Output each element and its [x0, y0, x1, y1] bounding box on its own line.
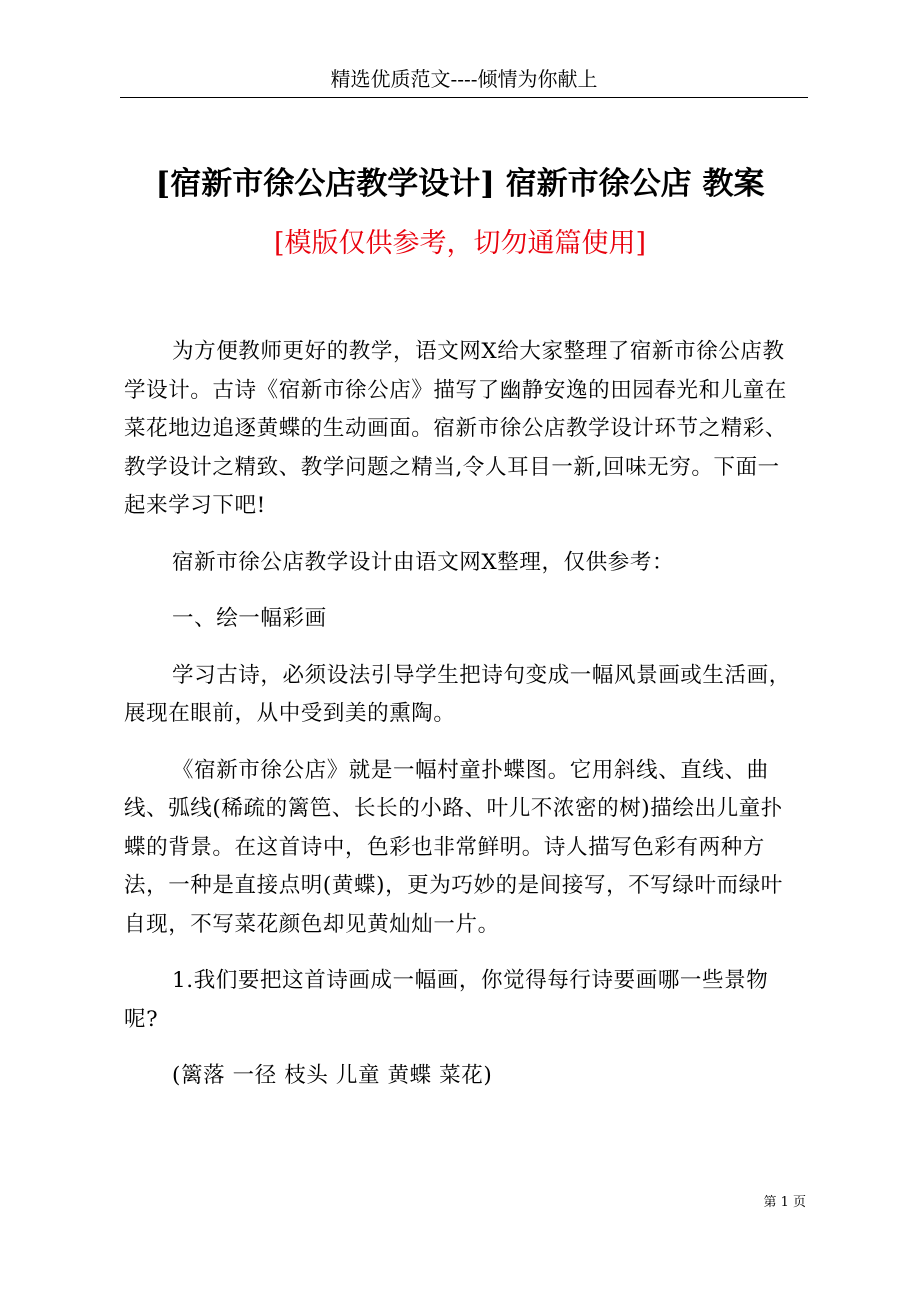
section-heading: 一、绘一幅彩画 — [172, 606, 327, 631]
paragraph-answer: (篱落 一径 枝头 儿童 黄蝶 菜花) — [172, 1063, 493, 1088]
running-header: 精选优质范文----倾情为你献上 — [330, 67, 598, 91]
paragraph-method: 学习古诗，必须设法引导学生把诗句变成一幅风景画或生活画，展现在眼前，从中受到美的熏陶。 — [124, 662, 791, 726]
paragraph-source-note: 宿新市徐公店教学设计由语文网X整理，仅供参考： — [172, 549, 675, 575]
paragraph-intro: 为方便教师更好的教学，语文网X给大家整理了宿新市徐公店教学设计。古诗《宿新市徐公店》描写了幽静安逸的田园春光和儿童在菜花地边追逐黄蝶的生动画面。宿新市徐公店教学设计环节之精彩、教学设计之精致、教学问题之精当,令人耳目一新,回味无穷。下面一起来学习下吧! — [124, 339, 788, 518]
document-subtitle: [模版仅供参考，切勿通篇使用] — [273, 228, 647, 259]
paragraph-analysis: 《宿新市徐公店》就是一幅村童扑蝶图。它用斜线、直线、曲线、弧线(稀疏的篱笆、长长的小路、叶儿不浓密的树)描绘出儿童扑蝶的背景。在这首诗中，色彩也非常鲜明。诗人描写色彩有两种方法，一种是直接点明(黄蝶)，更为巧妙的是间接写，不写绿叶而绿叶自现，不写菜花颜色却见黄灿灿一片。 — [124, 757, 783, 937]
document-title: [宿新市徐公店教学设计] 宿新市徐公店 教案 — [155, 166, 765, 202]
page-number: 第 1 页 — [763, 1195, 806, 1210]
paragraph-question: 1.我们要把这首诗画成一幅画，你觉得每行诗要画哪一些景物呢? — [124, 968, 769, 1032]
header-divider — [120, 97, 808, 98]
document-body — [124, 333, 796, 1114]
